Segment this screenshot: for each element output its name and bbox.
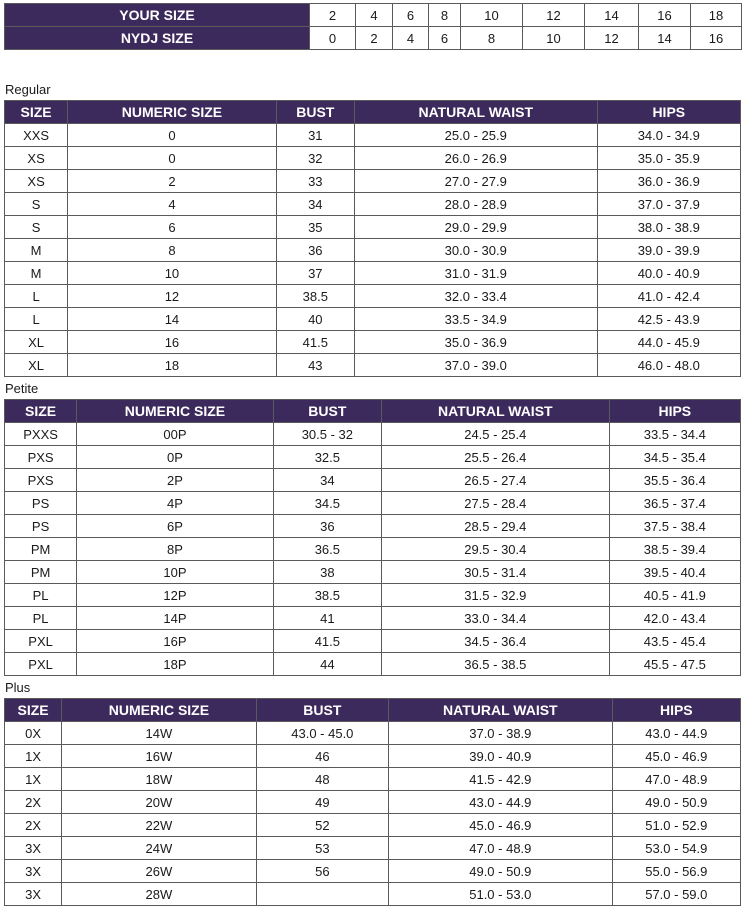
table-cell: 36.5 - 37.4 (609, 492, 740, 515)
table-cell: 33.5 - 34.4 (609, 423, 740, 446)
column-header: BUST (273, 400, 381, 423)
table-row (5, 285, 741, 308)
conversion-cell: 10 (523, 27, 585, 50)
table-row (5, 239, 741, 262)
column-header: BUST (276, 101, 354, 124)
table-cell: 48 (256, 768, 388, 791)
column-header: NATURAL WAIST (389, 699, 613, 722)
table-cell: 3X (5, 860, 62, 883)
table-cell: 4P (77, 492, 274, 515)
table-cell: XXS (5, 124, 68, 147)
table-cell: 32 (276, 147, 354, 170)
table-cell: 26.0 - 26.9 (354, 147, 597, 170)
table-cell: 16 (68, 331, 277, 354)
table-cell: 31.0 - 31.9 (354, 262, 597, 285)
table-cell: 28.5 - 29.4 (382, 515, 610, 538)
table-cell: 34 (273, 469, 381, 492)
table-cell: 41 (273, 607, 381, 630)
table-cell: M (5, 239, 68, 262)
table-cell: 36.5 (273, 538, 381, 561)
table-cell: 39.0 - 40.9 (389, 745, 613, 768)
table-cell: 3X (5, 883, 62, 906)
table-cell: PM (5, 538, 77, 561)
table-cell: PS (5, 492, 77, 515)
table-cell: 43.0 - 44.9 (612, 722, 740, 745)
table-cell: 4 (68, 193, 277, 216)
table-cell: 37.5 - 38.4 (609, 515, 740, 538)
table-cell: 40.0 - 40.9 (597, 262, 740, 285)
table-cell: 45.0 - 46.9 (612, 745, 740, 768)
table-cell: PXL (5, 653, 77, 676)
table-cell: 16P (77, 630, 274, 653)
table-cell: 38.5 - 39.4 (609, 538, 740, 561)
table-cell: 32.0 - 33.4 (354, 285, 597, 308)
header-row (5, 699, 741, 722)
table-cell: 41.5 (276, 331, 354, 354)
table-cell: 0P (77, 446, 274, 469)
table-cell: 0X (5, 722, 62, 745)
table-cell: 52 (256, 814, 388, 837)
table-cell: 16W (62, 745, 257, 768)
table-row (5, 722, 741, 745)
table-cell: 35.5 - 36.4 (609, 469, 740, 492)
table-cell: 41.0 - 42.4 (597, 285, 740, 308)
table-cell: 49.0 - 50.9 (389, 860, 613, 883)
table-cell: 38.5 (273, 584, 381, 607)
table-cell: 12 (68, 285, 277, 308)
table-cell: S (5, 193, 68, 216)
conversion-cell: 8 (429, 4, 461, 27)
conversion-cell: 12 (585, 27, 639, 50)
table-cell: 40.5 - 41.9 (609, 584, 740, 607)
table-cell: 8 (68, 239, 277, 262)
table-cell: 37.0 - 39.0 (354, 354, 597, 377)
column-header: NATURAL WAIST (382, 400, 610, 423)
column-header: NUMERIC SIZE (68, 101, 277, 124)
table-cell: 37 (276, 262, 354, 285)
column-header: NUMERIC SIZE (77, 400, 274, 423)
table-cell: 6P (77, 515, 274, 538)
table-cell: 14W (62, 722, 257, 745)
table-cell: L (5, 308, 68, 331)
column-header: SIZE (5, 101, 68, 124)
table-row (5, 492, 741, 515)
table-cell: 36.0 - 36.9 (597, 170, 740, 193)
table-row (5, 745, 741, 768)
table-row (5, 653, 741, 676)
table-cell: 41.5 - 42.9 (389, 768, 613, 791)
table-cell: XL (5, 354, 68, 377)
table-row (5, 538, 741, 561)
conversion-row-label: YOUR SIZE (5, 4, 310, 27)
conversion-cell: 14 (639, 27, 691, 50)
table-cell: 20W (62, 791, 257, 814)
table-cell: 8P (77, 538, 274, 561)
table-cell: 24W (62, 837, 257, 860)
table-cell: 24.5 - 25.4 (382, 423, 610, 446)
table-cell: 33.5 - 34.9 (354, 308, 597, 331)
table-cell: PXXS (5, 423, 77, 446)
conversion-cell: 6 (393, 4, 429, 27)
table-cell: 29.0 - 29.9 (354, 216, 597, 239)
table-cell: XS (5, 147, 68, 170)
table-row (5, 262, 741, 285)
table-cell: 34.5 (273, 492, 381, 515)
table-cell: 29.5 - 30.4 (382, 538, 610, 561)
table-cell: 25.0 - 25.9 (354, 124, 597, 147)
table-row (5, 124, 741, 147)
conversion-row (5, 27, 742, 50)
table-cell: 38.5 (276, 285, 354, 308)
table-cell: 53 (256, 837, 388, 860)
table-cell: 30.5 - 32 (273, 423, 381, 446)
table-cell: 46.0 - 48.0 (597, 354, 740, 377)
table-cell: 55.0 - 56.9 (612, 860, 740, 883)
regular-size-table (4, 100, 741, 377)
table-cell: 47.0 - 48.9 (612, 768, 740, 791)
table-row (5, 860, 741, 883)
table-cell: 38 (273, 561, 381, 584)
table-cell: 43 (276, 354, 354, 377)
table-cell: 1X (5, 768, 62, 791)
table-cell: 45.0 - 46.9 (389, 814, 613, 837)
table-cell: 27.0 - 27.9 (354, 170, 597, 193)
section-title-plus: Plus (5, 680, 31, 695)
conversion-cell: 4 (393, 27, 429, 50)
section-title-regular: Regular (5, 82, 51, 97)
table-cell: 38.0 - 38.9 (597, 216, 740, 239)
table-cell: 22W (62, 814, 257, 837)
table-cell: 32.5 (273, 446, 381, 469)
table-cell: 18 (68, 354, 277, 377)
table-cell: 10 (68, 262, 277, 285)
conversion-cell: 8 (461, 27, 523, 50)
table-cell: 56 (256, 860, 388, 883)
table-cell: 2X (5, 814, 62, 837)
petite-size-table (4, 399, 741, 676)
table-cell: 34 (276, 193, 354, 216)
column-header: BUST (256, 699, 388, 722)
table-row (5, 515, 741, 538)
table-cell: 0 (68, 124, 277, 147)
table-cell: 44.0 - 45.9 (597, 331, 740, 354)
table-row (5, 883, 741, 906)
table-row (5, 193, 741, 216)
table-cell: 10P (77, 561, 274, 584)
table-cell: 36 (276, 239, 354, 262)
table-cell: 42.0 - 43.4 (609, 607, 740, 630)
table-cell: 39.5 - 40.4 (609, 561, 740, 584)
conversion-cell: 2 (356, 27, 393, 50)
table-cell: 35 (276, 216, 354, 239)
table-cell: 26W (62, 860, 257, 883)
table-cell: 2P (77, 469, 274, 492)
table-cell: 41.5 (273, 630, 381, 653)
table-cell: 18W (62, 768, 257, 791)
table-cell: 00P (77, 423, 274, 446)
table-cell: 43.0 - 45.0 (256, 722, 388, 745)
table-row (5, 216, 741, 239)
table-cell: 34.0 - 34.9 (597, 124, 740, 147)
conversion-cell: 12 (523, 4, 585, 27)
column-header: SIZE (5, 699, 62, 722)
table-cell: 51.0 - 52.9 (612, 814, 740, 837)
conversion-cell: 6 (429, 27, 461, 50)
conversion-cell: 18 (691, 4, 742, 27)
table-cell: 49 (256, 791, 388, 814)
conversion-cell: 16 (691, 27, 742, 50)
table-row (5, 331, 741, 354)
table-cell: M (5, 262, 68, 285)
table-cell: L (5, 285, 68, 308)
table-cell: 30.0 - 30.9 (354, 239, 597, 262)
table-cell: 35.0 - 36.9 (354, 331, 597, 354)
table-cell: 34.5 - 35.4 (609, 446, 740, 469)
table-cell: 18P (77, 653, 274, 676)
table-cell: 39.0 - 39.9 (597, 239, 740, 262)
table-cell: PXS (5, 469, 77, 492)
table-cell: 35.0 - 35.9 (597, 147, 740, 170)
table-cell: 0 (68, 147, 277, 170)
table-cell: S (5, 216, 68, 239)
table-row (5, 147, 741, 170)
column-header: NUMERIC SIZE (62, 699, 257, 722)
column-header: SIZE (5, 400, 77, 423)
column-header: HIPS (597, 101, 740, 124)
table-cell: 47.0 - 48.9 (389, 837, 613, 860)
conversion-cell: 4 (356, 4, 393, 27)
table-cell: 45.5 - 47.5 (609, 653, 740, 676)
table-row (5, 837, 741, 860)
table-cell: 37.0 - 37.9 (597, 193, 740, 216)
table-cell: 31.5 - 32.9 (382, 584, 610, 607)
table-cell: 33 (276, 170, 354, 193)
table-cell: 30.5 - 31.4 (382, 561, 610, 584)
table-cell: 14P (77, 607, 274, 630)
table-cell: 2 (68, 170, 277, 193)
table-cell: 49.0 - 50.9 (612, 791, 740, 814)
table-cell: 14 (68, 308, 277, 331)
table-row (5, 768, 741, 791)
table-cell: 28.0 - 28.9 (354, 193, 597, 216)
conversion-cell: 2 (310, 4, 356, 27)
table-cell: 3X (5, 837, 62, 860)
table-row (5, 308, 741, 331)
table-cell: 43.0 - 44.9 (389, 791, 613, 814)
table-row (5, 791, 741, 814)
table-cell: XS (5, 170, 68, 193)
plus-size-table (4, 698, 741, 906)
table-cell: 25.5 - 26.4 (382, 446, 610, 469)
table-cell: 31 (276, 124, 354, 147)
table-row (5, 354, 741, 377)
table-cell: 33.0 - 34.4 (382, 607, 610, 630)
table-cell: 51.0 - 53.0 (389, 883, 613, 906)
table-cell: 43.5 - 45.4 (609, 630, 740, 653)
table-cell: 40 (276, 308, 354, 331)
table-row (5, 170, 741, 193)
conversion-row-label: NYDJ SIZE (5, 27, 310, 50)
table-cell: 42.5 - 43.9 (597, 308, 740, 331)
table-cell: 34.5 - 36.4 (382, 630, 610, 653)
table-cell: 36.5 - 38.5 (382, 653, 610, 676)
section-title-petite: Petite (5, 381, 39, 396)
column-header: HIPS (612, 699, 740, 722)
conversion-cell: 14 (585, 4, 639, 27)
table-cell: 57.0 - 59.0 (612, 883, 740, 906)
table-row (5, 446, 741, 469)
conversion-cell: 16 (639, 4, 691, 27)
conversion-cell: 10 (461, 4, 523, 27)
column-header: HIPS (609, 400, 740, 423)
table-cell: PL (5, 584, 77, 607)
header-row (5, 101, 741, 124)
table-cell: PXL (5, 630, 77, 653)
table-cell (256, 883, 388, 906)
table-row (5, 630, 741, 653)
table-cell: PM (5, 561, 77, 584)
table-cell: 26.5 - 27.4 (382, 469, 610, 492)
table-cell: PS (5, 515, 77, 538)
table-cell: 1X (5, 745, 62, 768)
table-cell: 36 (273, 515, 381, 538)
table-cell: 6 (68, 216, 277, 239)
table-row (5, 469, 741, 492)
column-header: NATURAL WAIST (354, 101, 597, 124)
table-cell: 2X (5, 791, 62, 814)
table-cell: 44 (273, 653, 381, 676)
table-row (5, 423, 741, 446)
table-cell: 12P (77, 584, 274, 607)
table-row (5, 607, 741, 630)
header-row (5, 400, 741, 423)
table-cell: XL (5, 331, 68, 354)
conversion-row (5, 4, 742, 27)
table-row (5, 584, 741, 607)
table-cell: 46 (256, 745, 388, 768)
table-row (5, 561, 741, 584)
table-cell: 53.0 - 54.9 (612, 837, 740, 860)
table-cell: 37.0 - 38.9 (389, 722, 613, 745)
size-conversion-table (4, 3, 742, 50)
table-cell: 27.5 - 28.4 (382, 492, 610, 515)
table-row (5, 814, 741, 837)
table-cell: PXS (5, 446, 77, 469)
table-cell: PL (5, 607, 77, 630)
table-cell: 28W (62, 883, 257, 906)
conversion-cell: 0 (310, 27, 356, 50)
